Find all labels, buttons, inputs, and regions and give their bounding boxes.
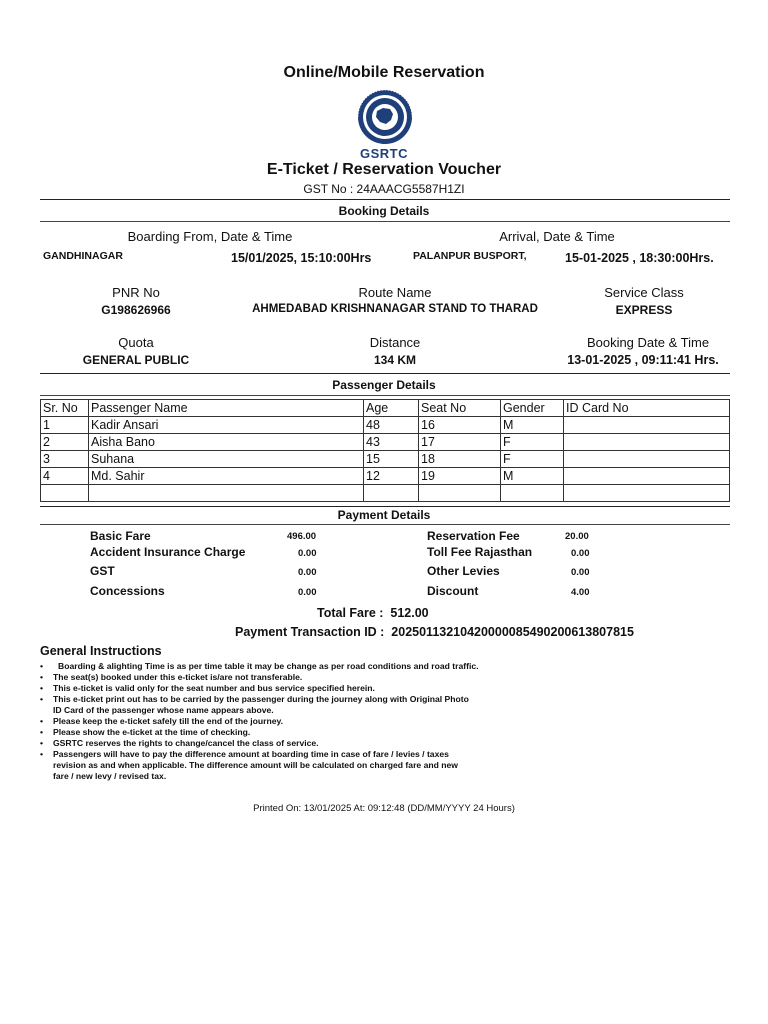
booking-section-title: Booking Details bbox=[338, 204, 430, 218]
quota-label: Quota bbox=[118, 335, 154, 350]
arrival-datetime: 15-01-2025 , 18:30:00Hrs. bbox=[565, 251, 714, 265]
pnr-value: G198626966 bbox=[101, 303, 171, 317]
table-header-row bbox=[41, 400, 730, 417]
table-cell: 1 bbox=[41, 417, 89, 434]
page-title: Online/Mobile Reservation bbox=[283, 64, 485, 81]
list-item bbox=[40, 727, 560, 738]
bullet-icon: • bbox=[40, 694, 44, 704]
table-cell: F bbox=[501, 451, 564, 468]
booking-datetime-label: Booking Date & Time bbox=[586, 335, 710, 350]
table-cell: M bbox=[501, 468, 564, 485]
list-item bbox=[40, 716, 560, 727]
table-cell: 3 bbox=[41, 451, 89, 468]
table-cell bbox=[419, 485, 501, 502]
instruction-text: Passengers will have to pay the difference amount at boarding time in case of fare / levies / taxes bbox=[53, 749, 449, 759]
table-cell: 4 bbox=[41, 468, 89, 485]
table-cell: 18 bbox=[419, 451, 501, 468]
table-cell bbox=[564, 485, 730, 502]
column-header: Seat No bbox=[419, 400, 501, 417]
table-cell: 2 bbox=[41, 434, 89, 451]
printed-on: Printed On: 13/01/2025 At: 09:12:48 (DD/MM/YYYY 24 Hours) bbox=[253, 803, 515, 814]
list-item-continuation: fare / new levy / revised tax. bbox=[53, 771, 167, 781]
voucher-title: E-Ticket / Reservation Voucher bbox=[266, 161, 502, 178]
basic-fare-label: Basic Fare bbox=[90, 529, 151, 543]
gst-value: 0.00 bbox=[298, 567, 317, 578]
bullet-icon: • bbox=[40, 683, 44, 693]
instruction-text: Boarding & alighting Time is as per time table it may be change as per road conditions and road traffic. bbox=[58, 661, 479, 671]
bullet-icon: • bbox=[40, 672, 44, 682]
table-cell bbox=[41, 485, 89, 502]
column-header: Age bbox=[364, 400, 419, 417]
accident-value: 0.00 bbox=[298, 548, 317, 559]
table-cell: 43 bbox=[364, 434, 419, 451]
distance-value: 134 KM bbox=[373, 353, 417, 367]
table-cell bbox=[564, 451, 730, 468]
table-cell bbox=[564, 434, 730, 451]
bullet-icon: • bbox=[40, 716, 44, 726]
table-row bbox=[41, 468, 730, 485]
arrival-label: Arrival, Date & Time bbox=[499, 229, 615, 244]
column-header: Gender bbox=[501, 400, 564, 417]
distance-label: Distance bbox=[369, 335, 421, 350]
list-item bbox=[40, 694, 560, 705]
table-cell: 16 bbox=[419, 417, 501, 434]
table-cell: M bbox=[501, 417, 564, 434]
service-class-label: Service Class bbox=[604, 285, 684, 300]
table-row bbox=[41, 434, 730, 451]
payment-section-title: Payment Details bbox=[337, 508, 431, 522]
instructions-list bbox=[40, 661, 560, 782]
arrival-place: PALANPUR BUSPORT, bbox=[413, 250, 527, 262]
list-item bbox=[40, 672, 560, 683]
table-cell: Aisha Bano bbox=[89, 434, 364, 451]
toll-fee-value: 0.00 bbox=[571, 548, 590, 559]
reservation-fee-label: Reservation Fee bbox=[427, 529, 520, 543]
basic-fare-value: 496.00 bbox=[287, 531, 317, 542]
list-item-continuation: ID Card of the passenger whose name appears above. bbox=[53, 705, 274, 715]
list-item bbox=[40, 738, 560, 749]
route-value: AHMEDABAD KRISHNANAGAR STAND TO THARAD bbox=[252, 303, 538, 315]
list-item-continuation: revision as and when applicable. The difference amount will be calculated on charged fare and new bbox=[53, 760, 458, 770]
table-cell: Kadir Ansari bbox=[89, 417, 364, 434]
route-label: Route Name bbox=[358, 285, 432, 300]
column-header: Sr. No bbox=[41, 400, 89, 417]
list-item bbox=[40, 661, 560, 672]
table-cell: 17 bbox=[419, 434, 501, 451]
table-row bbox=[41, 485, 730, 502]
bullet-icon: • bbox=[40, 661, 44, 671]
divider bbox=[40, 199, 730, 200]
bullet-icon: • bbox=[40, 738, 44, 748]
boarding-label: Boarding From, Date & Time bbox=[127, 229, 293, 244]
gst-label: GST bbox=[90, 564, 115, 578]
divider bbox=[40, 506, 730, 507]
booking-datetime-value: 13-01-2025 , 09:11:41 Hrs. bbox=[567, 353, 719, 367]
boarding-datetime: 15/01/2025, 15:10:00Hrs bbox=[231, 251, 372, 265]
gsrtc-emblem-icon bbox=[346, 89, 424, 147]
column-header: Passenger Name bbox=[89, 400, 364, 417]
table-cell: Suhana bbox=[89, 451, 364, 468]
instruction-text: Please show the e-ticket at the time of checking. bbox=[53, 727, 251, 737]
table-cell bbox=[564, 417, 730, 434]
concessions-label: Concessions bbox=[90, 584, 165, 598]
bullet-icon: • bbox=[40, 749, 44, 759]
divider bbox=[40, 395, 730, 396]
table-cell: 12 bbox=[364, 468, 419, 485]
table-row bbox=[41, 417, 730, 434]
table-row bbox=[41, 451, 730, 468]
boarding-place: GANDHINAGAR bbox=[43, 250, 123, 262]
other-levies-label: Other Levies bbox=[427, 564, 500, 578]
total-fare: Total Fare : 512.00 bbox=[317, 606, 429, 620]
passenger-table bbox=[40, 399, 730, 502]
instruction-text: GSRTC reserves the rights to change/cancel the class of service. bbox=[53, 738, 319, 748]
instruction-text: This e-ticket print out has to be carried by the passenger during the journey along with Original Photo bbox=[53, 694, 469, 704]
reservation-fee-value: 20.00 bbox=[565, 531, 589, 542]
discount-value: 4.00 bbox=[571, 587, 590, 598]
bullet-icon: • bbox=[40, 727, 44, 737]
concessions-value: 0.00 bbox=[298, 587, 317, 598]
table-cell bbox=[89, 485, 364, 502]
table-cell: 15 bbox=[364, 451, 419, 468]
other-levies-value: 0.00 bbox=[571, 567, 590, 578]
table-cell: 19 bbox=[419, 468, 501, 485]
table-cell: 48 bbox=[364, 417, 419, 434]
instructions-title: General Instructions bbox=[40, 644, 162, 658]
table-cell: Md. Sahir bbox=[89, 468, 364, 485]
logo-text: GSRTC bbox=[360, 146, 408, 161]
table-cell bbox=[564, 468, 730, 485]
list-item bbox=[40, 683, 560, 694]
transaction-id: Payment Transaction ID : 20250113210420000085490200613807815 bbox=[235, 625, 634, 639]
pnr-label: PNR No bbox=[112, 285, 160, 300]
quota-value: GENERAL PUBLIC bbox=[82, 353, 190, 367]
instruction-text: This e-ticket is valid only for the seat number and bus service specified herein. bbox=[53, 683, 375, 693]
accident-label: Accident Insurance Charge bbox=[90, 545, 246, 559]
passenger-section-title: Passenger Details bbox=[332, 378, 436, 392]
gst-number: GST No : 24AAACG5587H1ZI bbox=[303, 182, 465, 196]
divider bbox=[40, 524, 730, 525]
table-cell bbox=[364, 485, 419, 502]
table-cell: F bbox=[501, 434, 564, 451]
list-item bbox=[40, 749, 560, 760]
column-header: ID Card No bbox=[564, 400, 730, 417]
instruction-text: The seat(s) booked under this e-ticket is/are not transferable. bbox=[53, 672, 303, 682]
toll-fee-label: Toll Fee Rajasthan bbox=[427, 545, 533, 559]
table-cell bbox=[501, 485, 564, 502]
discount-label: Discount bbox=[427, 584, 479, 598]
instruction-text: Please keep the e-ticket safely till the end of the journey. bbox=[53, 716, 284, 726]
service-class-value: EXPRESS bbox=[615, 303, 673, 317]
divider bbox=[40, 221, 730, 222]
divider bbox=[40, 373, 730, 374]
